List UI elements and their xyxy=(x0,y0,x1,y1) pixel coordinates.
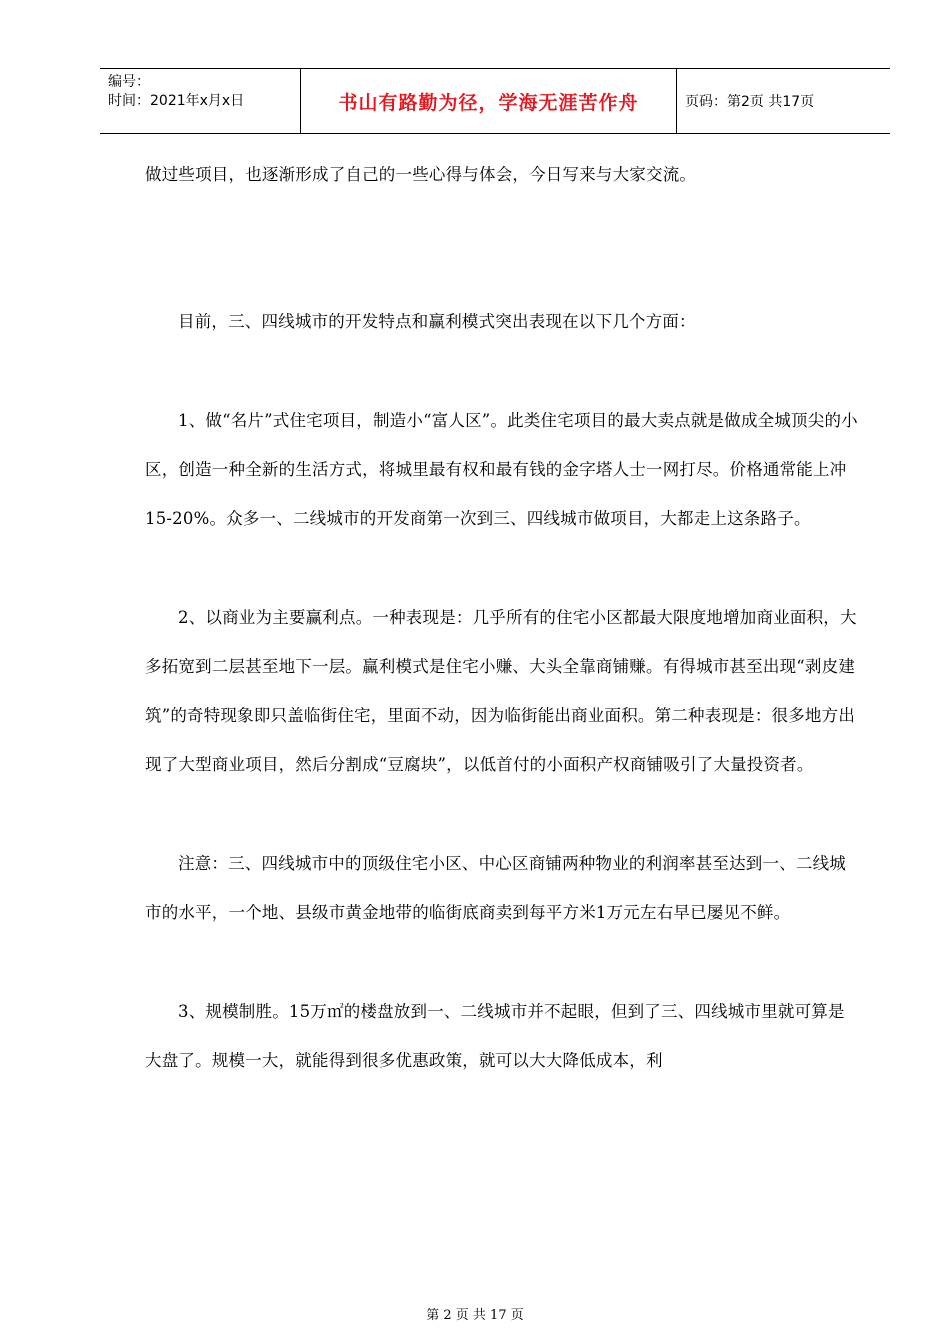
header-motto: 书山有路勤为径，学海无涯苦作舟 xyxy=(301,69,677,133)
document-body xyxy=(145,150,860,1085)
page-footer: 第 2 页 共 17 页 xyxy=(426,1308,524,1323)
header-page-number: 页码：第2页 共17页 xyxy=(685,94,815,110)
header-meta xyxy=(100,69,301,133)
paragraph-note: 注意：三、四线城市中的顶级住宅小区、中心区商铺两种物业的利润率甚至达到一、二线城市的水平，一个地、县级市黄金地带的临街底商卖到每平方米1万元左右早已屡见不鲜。 xyxy=(145,854,846,922)
paragraph-point-2: 2、以商业为主要赢利点。一种表现是：几乎所有的住宅小区都最大限度地增加商业面积，大多拓宽到二层甚至地下一层。赢利模式是住宅小赚、大头全靠商铺赚。有得城市甚至出现“剥皮建筑”的奇特现象即只盖临街住宅，里面不动，因为临街能出商业面积。第二种表现是：很多地方出现了大型商业项目，然后分割成“豆腐块”，以低首付的小面积产权商铺吸引了大量投资者。 xyxy=(145,608,857,774)
document-number-label: 编号： xyxy=(108,74,150,90)
page-header xyxy=(100,68,890,134)
paragraph-point-1: 1、做“名片”式住宅项目，制造小“富人区”。此类住宅项目的最大卖点就是做成全城顶尖的小区，创造一种全新的生活方式，将城里最有权和最有钱的金字塔人士一网打尽。价格通常能上冲15-20%。众多一、二线城市的开发商第一次到三、四线城市做项目，大都走上这条路子。 xyxy=(145,411,858,528)
document-time-label: 时间：2021年x月x日 xyxy=(108,93,245,109)
paragraph-overview: 目前，三、四线城市的开发特点和赢利模式突出表现在以下几个方面： xyxy=(178,312,696,331)
paragraph-intro-continued: 做过些项目，也逐渐形成了自己的一些心得与体会，今日写来与大家交流。 xyxy=(145,165,697,184)
paragraph-point-3: 3、规模制胜。15万㎡的楼盘放到一、二线城市并不起眼，但到了三、四线城市里就可算是大盘了。规模一大，就能得到很多优惠政策，就可以大大降低成本，利 xyxy=(145,1002,845,1070)
